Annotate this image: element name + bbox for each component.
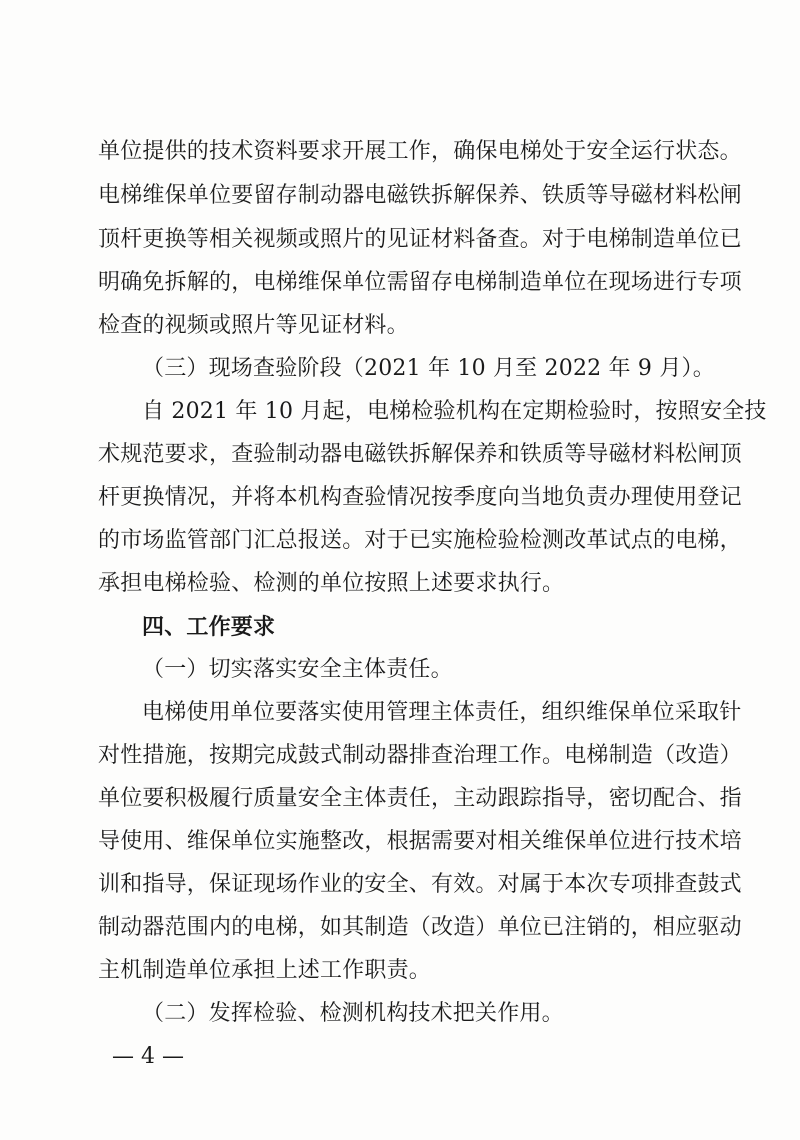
subsection-heading-1: （一）切实落实安全主体责任。 — [142, 657, 453, 682]
body-text-line: 检查的视频或照片等见证材料。 — [98, 313, 409, 338]
body-text-line: 导使用、维保单位实施整改，根据需要对相关维保单位进行技术培 — [98, 829, 742, 854]
body-text-line: 制动器范围内的电梯，如其制造（改造）单位已注销的，相应驱动 — [98, 915, 742, 940]
section-heading-3: （三）现场查验阶段（2021 年 10 月至 2022 年 9 月）。 — [142, 356, 715, 381]
section-heading-4: 四、工作要求 — [142, 614, 276, 640]
body-text-line: 对性措施，按期完成鼓式制动器排查治理工作。电梯制造（改造） — [98, 743, 742, 768]
body-text-line: 承担电梯检验、检测的单位按照上述要求执行。 — [98, 571, 565, 596]
body-text-line: 自 2021 年 10 月起，电梯检验机构在定期检验时，按照安全技 — [142, 399, 767, 424]
body-text-line: 主机制造单位承担上述工作职责。 — [98, 958, 432, 983]
body-text-line: 顶杆更换等相关视频或照片的见证材料备查。对于电梯制造单位已 — [98, 227, 742, 252]
body-text-line: 的市场监管部门汇总报送。对于已实施检验检测改革试点的电梯， — [98, 528, 742, 553]
body-text-line: 电梯使用单位要落实使用管理主体责任，组织维保单位采取针 — [142, 700, 742, 725]
body-text-line: 术规范要求，查验制动器电磁铁拆解保养和铁质等导磁材料松闸顶 — [98, 442, 742, 467]
body-text-line: 杆更换情况，并将本机构查验情况按季度向当地负责办理使用登记 — [98, 485, 742, 510]
body-text-line: 电梯维保单位要留存制动器电磁铁拆解保养、铁质等导磁材料松闸 — [98, 183, 742, 208]
body-text-line: 单位要积极履行质量安全主体责任，主动跟踪指导，密切配合、指 — [98, 786, 742, 811]
body-text-line: 训和指导，保证现场作业的安全、有效。对属于本次专项排查鼓式 — [98, 872, 742, 897]
body-text-line: 明确免拆解的，电梯维保单位需留存电梯制造单位在现场进行专项 — [98, 270, 742, 295]
body-text-line: 单位提供的技术资料要求开展工作，确保电梯处于安全运行状态。 — [98, 139, 742, 164]
subsection-heading-2: （二）发挥检验、检测机构技术把关作用。 — [142, 1001, 564, 1026]
page-number: — 4 — — [112, 1044, 184, 1069]
